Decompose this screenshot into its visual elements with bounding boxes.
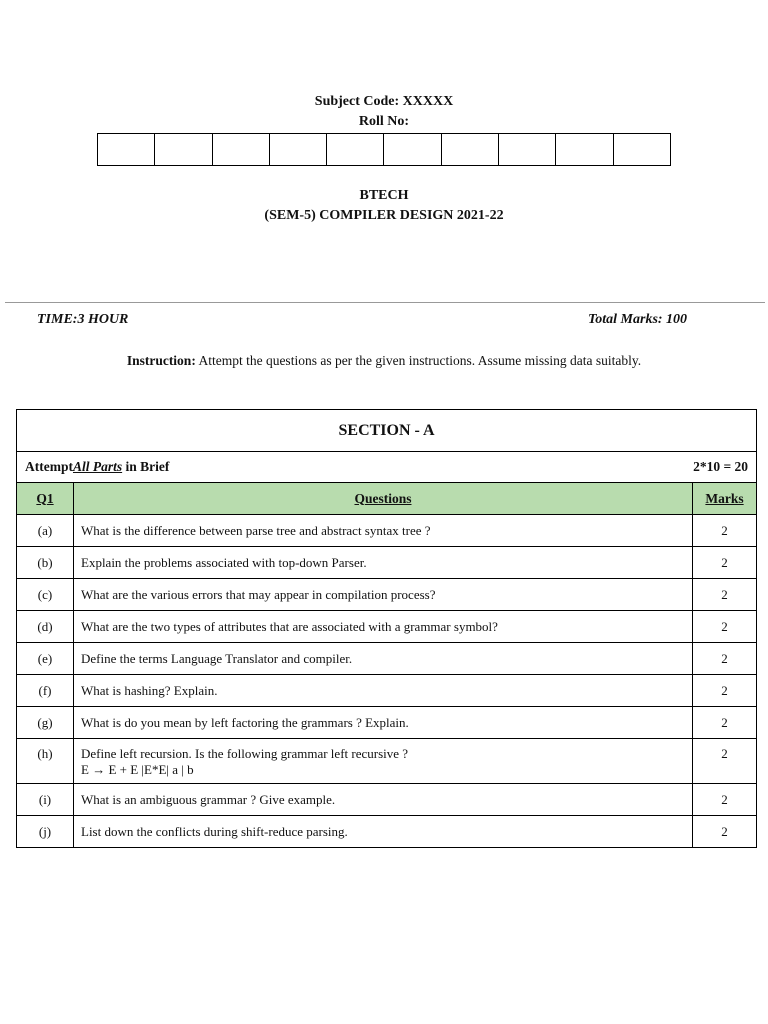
total-marks: Total Marks: 100 (588, 312, 688, 327)
question-marks: 2 (693, 816, 757, 848)
roll-no-label: Roll No: (358, 114, 410, 129)
question-number: (j) (17, 816, 74, 848)
question-text: What is do you mean by left factoring the grammars ? Explain. (74, 707, 693, 739)
roll-box[interactable] (327, 134, 384, 165)
question-marks: 2 (693, 675, 757, 707)
question-text: What is hashing? Explain. (74, 675, 693, 707)
question-text (74, 739, 693, 784)
roll-box[interactable] (442, 134, 499, 165)
roll-box[interactable] (499, 134, 556, 165)
question-marks: 2 (693, 515, 757, 547)
question-marks: 2 (693, 784, 757, 816)
question-number: (h) (17, 739, 74, 784)
course-title: (SEM-5) COMPILER DESIGN 2021-22 (264, 208, 504, 223)
table-row (17, 816, 757, 848)
question-text: Explain the problems associated with top-down Parser. (74, 547, 693, 579)
table-row (17, 739, 757, 784)
col-header-q1: Q1 (17, 483, 74, 515)
col-header-marks: Marks (693, 483, 757, 515)
table-row (17, 675, 757, 707)
instruction-text: Attempt the questions as per the given instructions. Assume missing data suitably. (195, 353, 642, 368)
grammar-line: E → E + E |E*E| a | b (81, 762, 194, 777)
question-number: (b) (17, 547, 74, 579)
instruction (0, 353, 768, 369)
question-number: (c) (17, 579, 74, 611)
roll-box[interactable] (155, 134, 212, 165)
table-row (17, 579, 757, 611)
question-number: (d) (17, 611, 74, 643)
roll-box[interactable] (384, 134, 441, 165)
roll-box[interactable] (614, 134, 670, 165)
attempt-instruction (25, 459, 169, 475)
col-header-questions: Questions (74, 483, 693, 515)
marks-formula: 2*10 = 20 (693, 459, 749, 474)
question-text: What is an ambiguous grammar ? Give example. (74, 784, 693, 816)
question-number: (e) (17, 643, 74, 675)
question-marks: 2 (693, 547, 757, 579)
exam-time: TIME:3 HOUR (37, 312, 129, 327)
roll-box[interactable] (213, 134, 270, 165)
section-a-table (16, 409, 757, 848)
question-marks: 2 (693, 579, 757, 611)
table-row (17, 707, 757, 739)
question-text: What are the various errors that may appear in compilation process? (74, 579, 693, 611)
program-title: BTECH (359, 188, 409, 203)
question-text: Define the terms Language Translator and compiler. (74, 643, 693, 675)
question-marks: 2 (693, 611, 757, 643)
question-text: What is the difference between parse tree and abstract syntax tree ? (74, 515, 693, 547)
question-number: (g) (17, 707, 74, 739)
question-text: What are the two types of attributes that are associated with a grammar symbol? (74, 611, 693, 643)
question-marks: 2 (693, 707, 757, 739)
question-number: (i) (17, 784, 74, 816)
section-title: SECTION - A (17, 410, 757, 452)
attempt-row (17, 452, 757, 483)
header-divider (5, 302, 765, 303)
question-marks: 2 (693, 739, 757, 784)
attempt-suffix: in Brief (122, 459, 170, 474)
table-row (17, 515, 757, 547)
question-line: Define left recursion. Is the following grammar left recursive ? (81, 746, 409, 761)
roll-box[interactable] (98, 134, 155, 165)
question-number: (f) (17, 675, 74, 707)
subject-code: Subject Code: XXXXX (314, 94, 454, 109)
question-marks: 2 (693, 643, 757, 675)
roll-box[interactable] (556, 134, 613, 165)
table-row (17, 784, 757, 816)
roll-box[interactable] (270, 134, 327, 165)
instruction-label: Instruction: (126, 353, 196, 368)
table-header-row (17, 483, 757, 515)
table-row (17, 611, 757, 643)
question-text: List down the conflicts during shift-reduce parsing. (74, 816, 693, 848)
attempt-emphasis: All Parts (72, 459, 123, 474)
question-number: (a) (17, 515, 74, 547)
attempt-prefix: Attempt (25, 459, 73, 474)
table-row (17, 547, 757, 579)
roll-number-boxes[interactable] (97, 133, 671, 166)
table-row (17, 643, 757, 675)
